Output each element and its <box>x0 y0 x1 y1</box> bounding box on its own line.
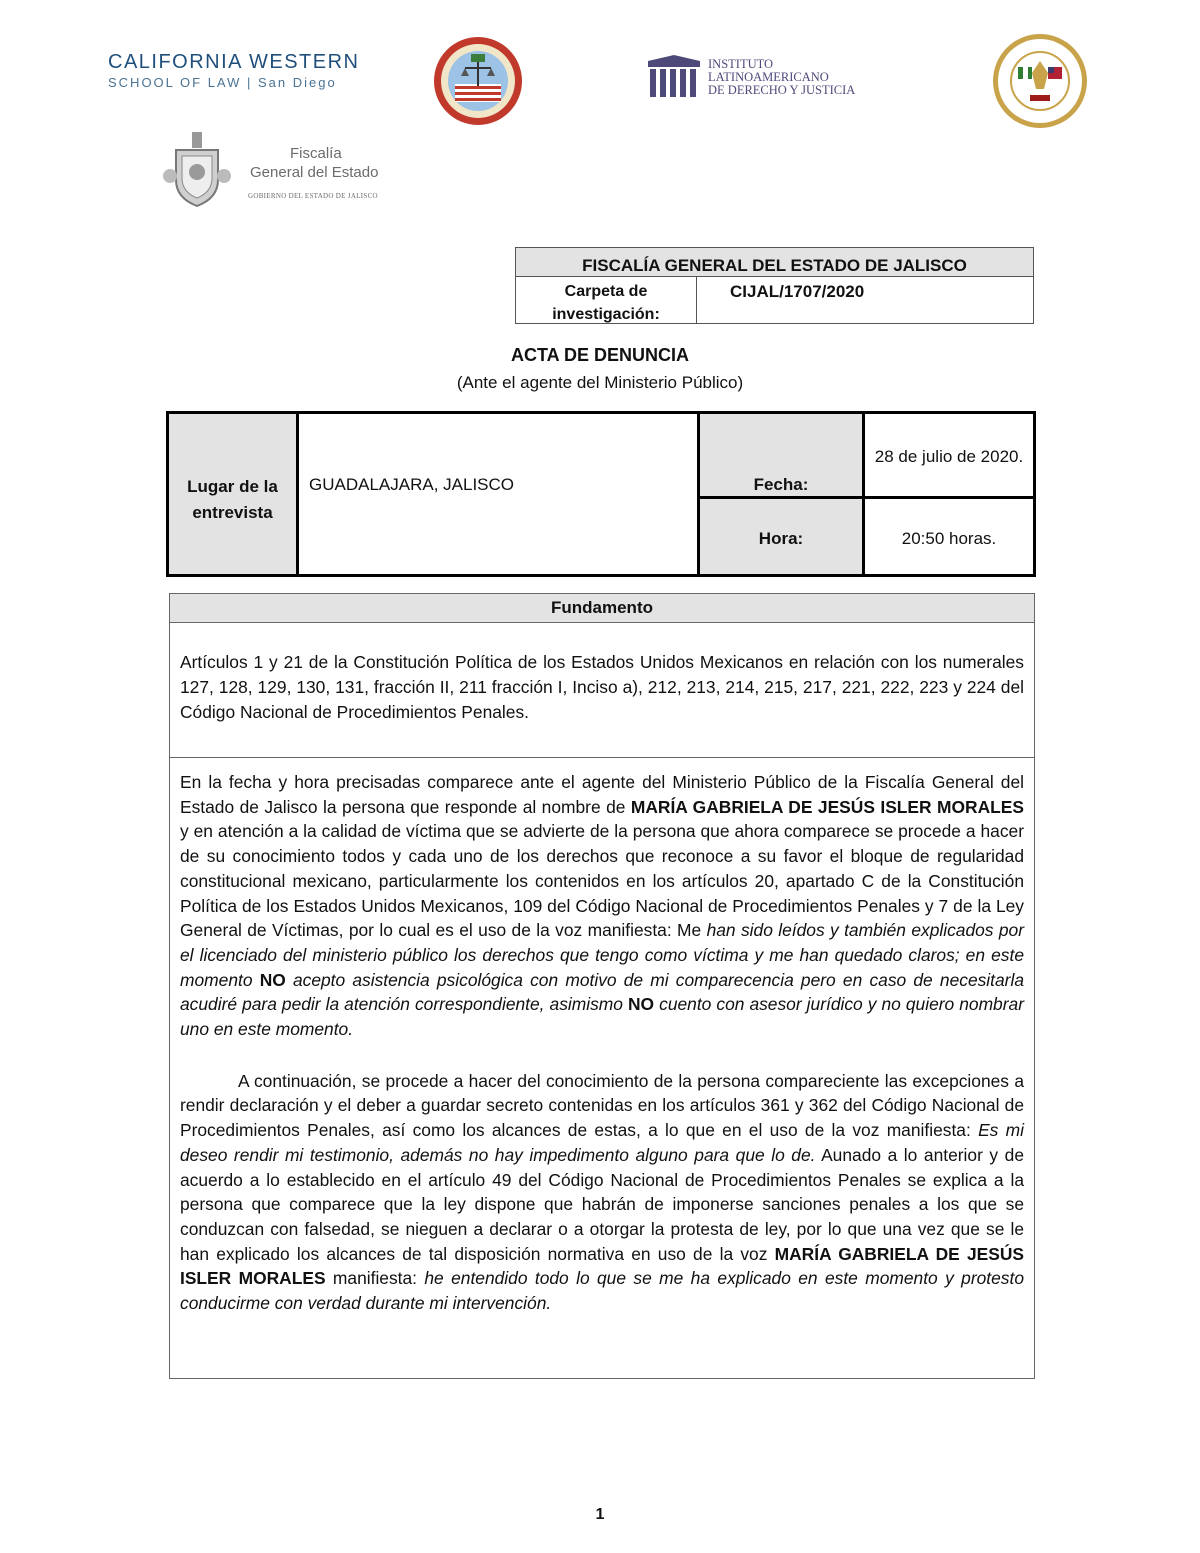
statement-paragraph-2 <box>180 1069 1024 1316</box>
statement-paragraph-1 <box>180 770 1024 1042</box>
fundamento-section <box>169 593 1035 1379</box>
illdj-line2: LATINOAMERICANO <box>708 70 829 84</box>
cw-logo-title: CALIFORNIA WESTERN <box>108 51 360 73</box>
date-label: Fecha: <box>700 414 865 499</box>
p1-quote-1: han sido leídos y también explicados por el licenciado del ministerio público los derechos que tengo como víctima y me han quedado claros; en este momento <box>180 920 1025 990</box>
p2-quote-2: he entendido todo lo que se me ha explicado en este momento y protesto conducirme con verdad durante mi intervención. <box>180 1268 1024 1314</box>
document-title: ACTA DE DENUNCIA <box>511 345 689 365</box>
p2-quote-1: Es mi deseo rendir mi testimonio, además no hay impedimento alguno para que lo de. <box>180 1120 1025 1165</box>
fundamento-heading: Fundamento <box>170 594 1034 623</box>
section-divider <box>170 757 1034 758</box>
p1-no-2: NO <box>628 994 655 1015</box>
page-number: 1 <box>595 1506 605 1523</box>
case-header-box <box>515 247 1034 324</box>
p2-text-c: manifiesta: <box>325 1268 425 1289</box>
case-file-label: Carpeta de investigación: <box>516 276 697 324</box>
time-label: Hora: <box>700 499 865 574</box>
place-label: Lugar de la entrevista <box>169 414 299 574</box>
document-subtitle: (Ante el agente del Ministerio Público) <box>456 373 744 392</box>
jalisco-coat-of-arms-icon <box>162 128 232 208</box>
merida-initiative-seal-icon <box>433 36 523 126</box>
fiscalia-logo-line3: GOBIERNO DEL ESTADO DE JALISCO <box>248 192 378 200</box>
p1-quote-3: cuento con asesor jurídico y no quiero nombrar uno en este momento. <box>180 994 1024 1040</box>
fiscalia-logo-line2: General del Estado <box>250 164 379 181</box>
statement-body <box>180 770 1024 1316</box>
place-value: GUADALAJARA, JALISCO <box>299 414 700 574</box>
case-file-number: CIJAL/1707/2020 <box>730 282 865 301</box>
fiscalia-jalisco-logo <box>162 128 402 213</box>
p1-no-1: NO <box>259 969 286 990</box>
california-western-logo <box>108 50 360 92</box>
p1-quote-2: acepto asistencia psicológica con motivo de mi comparecencia pero en caso de necesitarla acudiré para pedir la atención correspondiente, asimismo <box>180 969 1025 1015</box>
complainant-name-2: MARÍA GABRIELA DE JESÚS ISLER MORALES <box>180 1243 1025 1289</box>
p2-text-b: Aunado a lo anterior y de acuerdo a lo establecido en el artículo 49 del Código Nacional de Procedimientos Penales se explica a la persona que comparece que la ley dispone que habrán de imponerse sanciones penales a los que se conduzcan con falsedad, se nieguen a declarar o a otorgar la protesta de ley, por lo que una vez que se le han explicado los alcances de tal disposición normativa en uso de la voz <box>180 1144 1025 1264</box>
p1-text-b: y en atención a la calidad de víctima que se advierte de la persona que ahora comparece se procede a hacer de su conocimiento todos y cada uno de los derechos que reconoce a su favor el bloque de regularidad constitucional mexicano, particularmente los contenidos en los artículos 20, apartado C de la Constitución Política de los Estados Unidos Mexicanos, 109 del Código Nacional de Procedimientos Penales y 7 de la Ley General de Víctimas, por lo cual es el uso de la voz manifiesta: Me <box>180 821 1024 941</box>
complainant-name: MARÍA GABRIELA DE JESÚS ISLER MORALES <box>630 796 1024 817</box>
office-name: FISCALÍA GENERAL DEL ESTADO DE JALISCO <box>516 248 1033 277</box>
illdj-logo <box>648 55 878 101</box>
p1-text-a: En la fecha y hora precisadas comparece ante el agente del Ministerio Público de la Fiscalía General del Estado de Jalisco la persona que responde al nombre de <box>180 772 1024 817</box>
illdj-line3: DE DERECHO Y JUSTICIA <box>708 83 856 97</box>
building-icon <box>648 55 700 99</box>
fundamento-text: Artículos 1 y 21 de la Constitución Política de los Estados Unidos Mexicanos en relación con los numerales 127, 128, 129, 130, 131, fracción II, 211 fracción I, Inciso a), 212, 213, 214, 215, 217, 221, 222, 223 y 224 del Código Nacional de Procedimientos Penales. <box>180 652 1024 722</box>
interview-details-table <box>166 411 1036 577</box>
date-value: 28 de julio de 2020. <box>865 414 1033 499</box>
fiscalia-logo-line1: Fiscalía <box>290 145 342 162</box>
illdj-line1: INSTITUTO <box>708 57 774 71</box>
cnsl-seal-icon <box>992 33 1088 129</box>
p2-text-a: A continuación, se procede a hacer del conocimiento de la persona compareciente las excepciones a rendir declaración y el deber a guardar secreto contenidas en los artículos 361 y 362 del Código Nacional de Procedimientos Penales, así como los alcances de estas, a lo que en el uso de la voz manifiesta: <box>180 1070 1024 1141</box>
time-value: 20:50 horas. <box>901 529 997 548</box>
cw-logo-subtitle: SCHOOL OF LAW | San Diego <box>108 75 337 90</box>
